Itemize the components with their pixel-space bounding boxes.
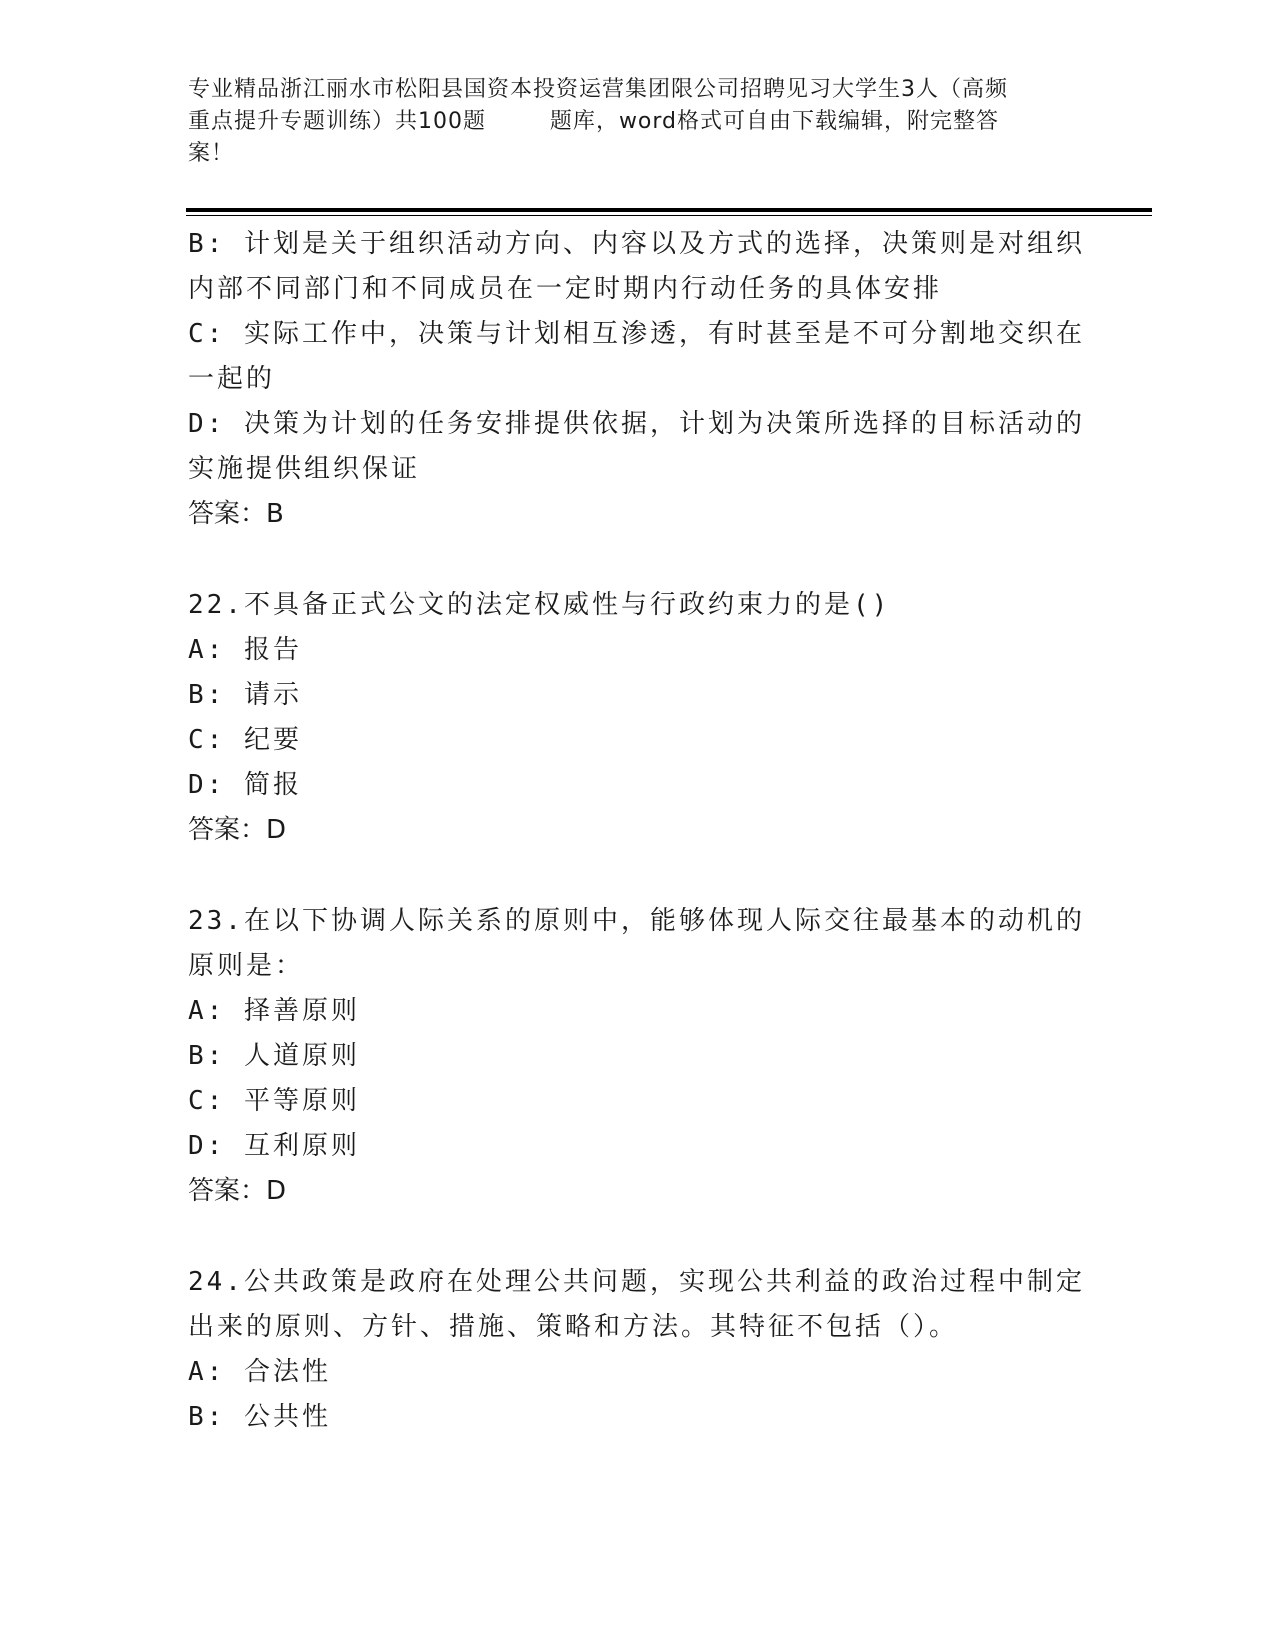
header-line-3: 案！ [188, 141, 235, 166]
q23-question-line-2: 原则是： [188, 951, 305, 981]
q22-option-c: C: 纪要 [188, 725, 302, 755]
q21-option-d-line-2: 实施提供组织保证 [188, 454, 421, 484]
q22-answer: 答案：D [188, 815, 287, 845]
q22-option-b: B: 请示 [188, 680, 302, 710]
question-24 [188, 1260, 1088, 1440]
q24-option-a: A: 合法性 [188, 1357, 331, 1387]
header-divider-thick [186, 208, 1152, 212]
q24-option-b: B: 公共性 [188, 1402, 331, 1432]
header-line-1: 专业精品浙江丽水市松阳县国资本投资运营集团限公司招聘见习大学生3人（高频 [188, 77, 1008, 102]
q21-option-b-line-2: 内部不同部门和不同成员在一定时期内行动任务的具体安排 [188, 274, 943, 304]
q21-option-d-line-1: D: 决策为计划的任务安排提供依据，计划为决策所选择的目标活动的 [188, 409, 1085, 439]
q21-option-b-line-1: B: 计划是关于组织活动方向、内容以及方式的选择，决策则是对组织 [188, 229, 1085, 259]
document-header [188, 74, 1088, 170]
q23-answer: 答案：D [188, 1176, 287, 1206]
q22-question: 22.不具备正式公文的法定权威性与行政约束力的是() [188, 590, 891, 620]
q24-question-line-1: 24.公共政策是政府在处理公共问题，实现公共利益的政治过程中制定 [188, 1267, 1085, 1297]
q21-answer: 答案：B [188, 499, 284, 529]
q23-option-c: C: 平等原则 [188, 1086, 360, 1116]
header-line-2: 重点提升专题训练）共100题 题库，word格式可自由下载编辑，附完整答 [188, 109, 1000, 134]
q23-option-d: D: 互利原则 [188, 1131, 360, 1161]
question-spacer [188, 853, 1088, 899]
q21-option-c-line-2: 一起的 [188, 364, 276, 394]
question-21 [188, 222, 1088, 537]
q23-question-line-1: 23.在以下协调人际关系的原则中，能够体现人际交往最基本的动机的 [188, 906, 1085, 936]
question-23 [188, 899, 1088, 1214]
q22-option-a: A: 报告 [188, 635, 302, 665]
question-spacer [188, 1214, 1088, 1260]
question-spacer [188, 537, 1088, 583]
q23-option-a: A: 择善原则 [188, 996, 360, 1026]
q22-option-d: D: 简报 [188, 770, 302, 800]
question-list [188, 222, 1088, 1440]
question-22 [188, 583, 1088, 853]
q21-option-c-line-1: C: 实际工作中，决策与计划相互渗透，有时甚至是不可分割地交织在 [188, 319, 1085, 349]
q23-option-b: B: 人道原则 [188, 1041, 360, 1071]
q24-question-line-2: 出来的原则、方针、措施、策略和方法。其特征不包括（）。 [188, 1312, 959, 1342]
header-divider-thin [186, 215, 1152, 216]
